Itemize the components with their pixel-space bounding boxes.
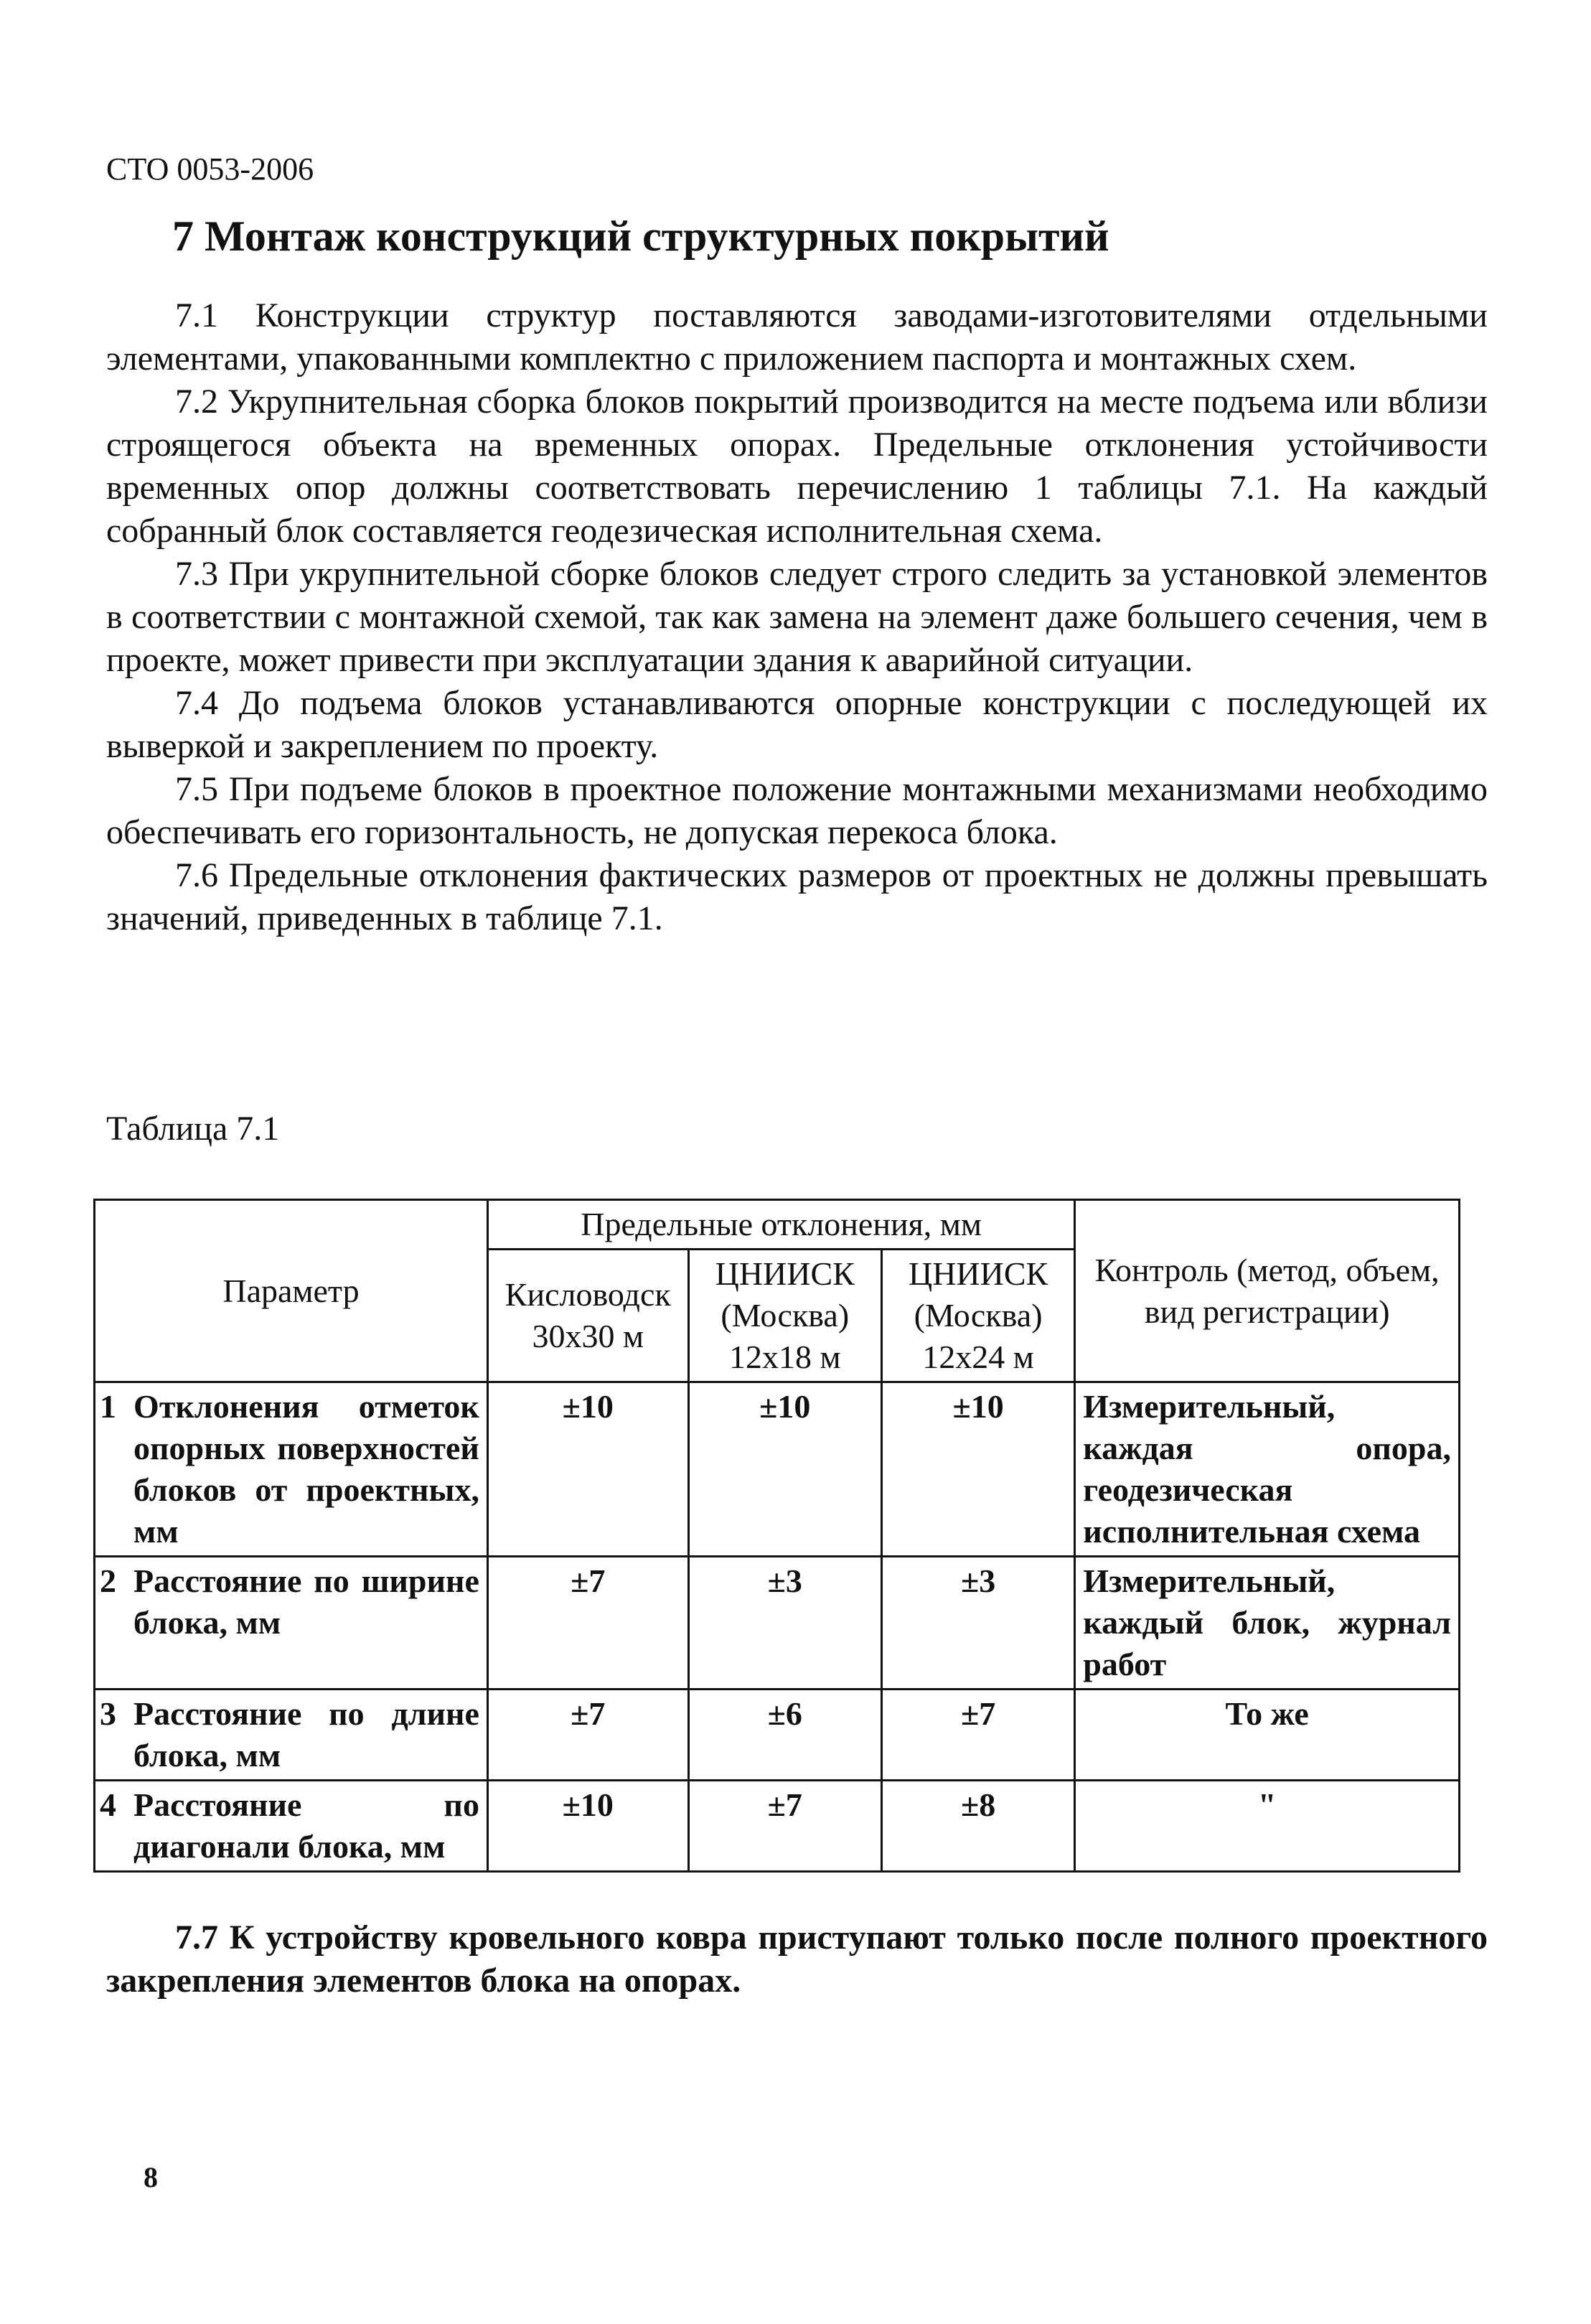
table-row bbox=[95, 1781, 1460, 1872]
row-value-kislovodsk: ±7 bbox=[487, 1557, 688, 1690]
table-row bbox=[95, 1557, 1460, 1690]
row-parameter: Расстояние по диагонали блока, мм bbox=[126, 1781, 487, 1872]
paragraph-7-3: 7.3 При укрупнительной сборке блоков следует строго следить за установкой элементов в соответствии с монтажной схемой, так как замена на элемент даже большего сечения, чем в проекте, может привести при эксплуатации здания к аварийной ситуации. bbox=[106, 555, 1488, 679]
row-parameter: Отклонения отметок опорных поверхностей блоков от проектных, мм bbox=[126, 1382, 487, 1557]
body-text bbox=[106, 294, 1488, 940]
row-value-cniisk-12x24: ±8 bbox=[881, 1781, 1074, 1872]
table-header-row bbox=[95, 1200, 1460, 1250]
row-value-kislovodsk: ±10 bbox=[487, 1781, 688, 1872]
table-row bbox=[95, 1690, 1460, 1781]
row-control: Измерительный, каждый блок, журнал работ bbox=[1075, 1557, 1460, 1690]
paragraph-7-7: 7.7 К устройству кровельного ковра приступают только после полного проектного закрепления элементов блока на опорах. bbox=[106, 1918, 1488, 2000]
row-value-kislovodsk: ±10 bbox=[487, 1382, 688, 1557]
header-cniisk-12x24: ЦНИИСК (Москва) 12х24 м bbox=[881, 1250, 1074, 1382]
row-number: 4 bbox=[95, 1781, 127, 1872]
header-parameter: Параметр bbox=[95, 1200, 488, 1382]
header-cniisk-12x18: ЦНИИСК (Москва) 12х18 м bbox=[688, 1250, 881, 1382]
row-value-cniisk-12x18: ±10 bbox=[688, 1382, 881, 1557]
table-caption: Таблица 7.1 bbox=[106, 1110, 280, 1148]
row-value-cniisk-12x18: ±3 bbox=[688, 1557, 881, 1690]
paragraph-7-1: 7.1 Конструкции структур поставляются заводами-изготовителями отдельными элементами, упакованными комплектно с приложением паспорта и монтажных схем. bbox=[106, 296, 1488, 378]
table-row bbox=[95, 1382, 1460, 1557]
paragraph-7-5: 7.5 При подъеме блоков в проектное положение монтажными механизмами необходимо обеспечивать его горизонтальность, не допуская перекоса блока. bbox=[106, 770, 1488, 851]
row-value-cniisk-12x24: ±10 bbox=[881, 1382, 1074, 1557]
row-value-cniisk-12x18: ±7 bbox=[688, 1781, 881, 1872]
row-value-cniisk-12x18: ±6 bbox=[688, 1690, 881, 1781]
paragraph-7-2: 7.2 Укрупнительная сборка блоков покрытий производится на месте подъема или вблизи строящегося объекта на временных опорах. Предельные отклонения устойчивости временных опор должны соответствовать перечислению 1 таблицы 7.1. На каждый собранный блок составляется геодезическая исполнительная схема. bbox=[106, 383, 1488, 550]
row-control: " bbox=[1075, 1781, 1460, 1872]
row-value-kislovodsk: ±7 bbox=[487, 1690, 688, 1781]
section-title: 7 Монтаж конструкций структурных покрытий bbox=[172, 212, 1109, 260]
row-value-cniisk-12x24: ±3 bbox=[881, 1557, 1074, 1690]
row-number: 2 bbox=[95, 1557, 127, 1690]
row-control: То же bbox=[1075, 1690, 1460, 1781]
row-parameter: Расстояние по ширине блока, мм bbox=[126, 1557, 487, 1690]
row-number: 3 bbox=[95, 1690, 127, 1781]
paragraph-7-4: 7.4 До подъема блоков устанавливаются опорные конструкции с последующей их выверкой и закреплением по проекту. bbox=[106, 684, 1488, 765]
row-value-cniisk-12x24: ±7 bbox=[881, 1690, 1074, 1781]
final-paragraph-container bbox=[106, 1916, 1488, 2002]
deviations-table bbox=[93, 1199, 1460, 1873]
document-code: СТО 0053-2006 bbox=[106, 151, 314, 187]
row-parameter: Расстояние по длине блока, мм bbox=[126, 1690, 487, 1781]
row-control: Измерительный, каждая опора, геодезическая исполнительная схема bbox=[1075, 1382, 1460, 1557]
row-number: 1 bbox=[95, 1382, 127, 1557]
page-number: 8 bbox=[144, 2161, 158, 2193]
header-deviations-group: Предельные отклонения, мм bbox=[487, 1200, 1074, 1250]
header-kislovodsk: Кисловодск 30х30 м bbox=[487, 1250, 688, 1382]
header-control: Контроль (метод, объем, вид регистрации) bbox=[1075, 1200, 1460, 1382]
paragraph-7-6: 7.6 Предельные отклонения фактических размеров от проектных не должны превышать значений, приведенных в таблице 7.1. bbox=[106, 856, 1488, 937]
